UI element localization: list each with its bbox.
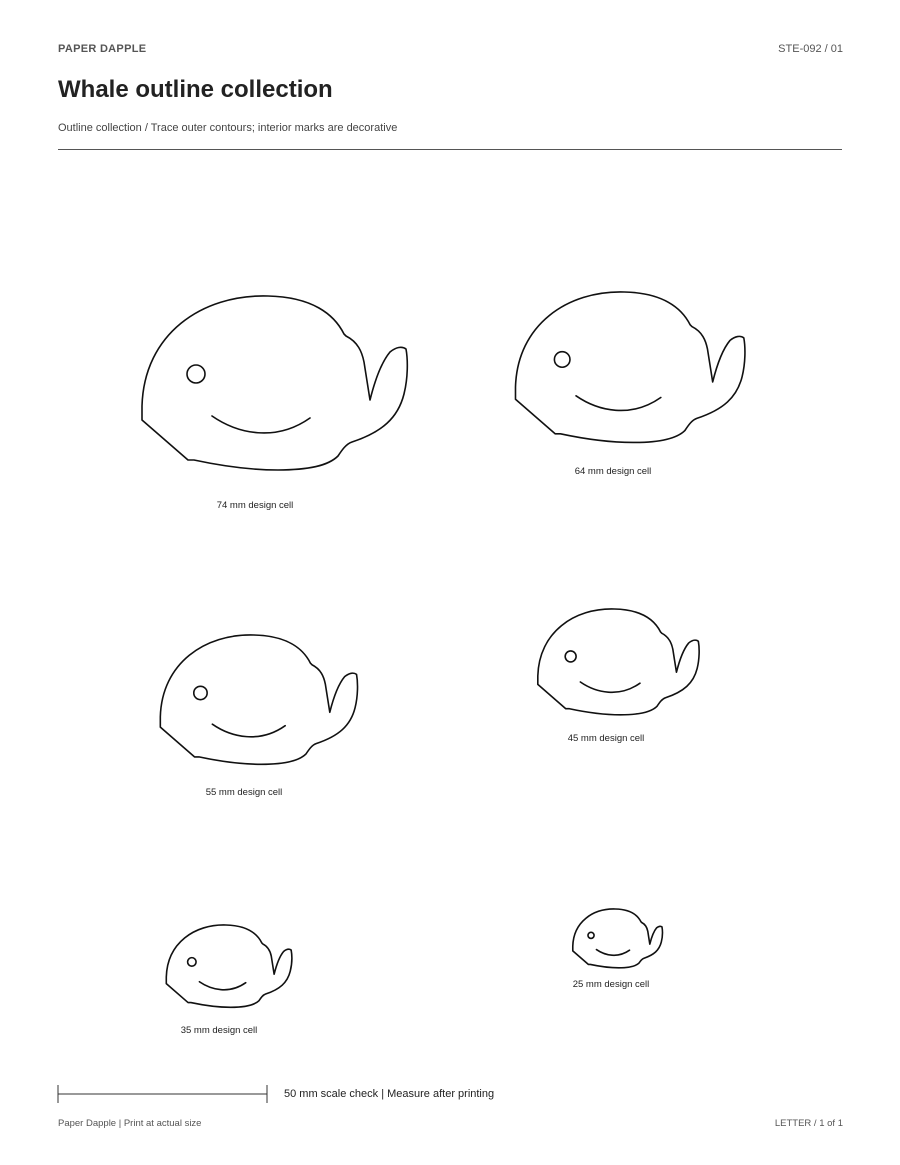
cell-label-25: 25 mm design cell [572, 979, 650, 990]
footer-left: Paper Dapple | Print at actual size [58, 1118, 202, 1129]
cell-label-55: 55 mm design cell [205, 787, 283, 798]
page-subtitle: Outline collection / Trace outer contours; interior marks are decorative [58, 122, 398, 134]
cell-label-64: 64 mm design cell [574, 466, 652, 477]
cell-label-45: 45 mm design cell [567, 733, 645, 744]
footer-right: LETTER / 1 of 1 [774, 1118, 843, 1129]
cell-label-74: 74 mm design cell [216, 500, 294, 511]
whale-outline-icon [142, 296, 407, 470]
whale-cells [142, 292, 745, 1007]
whale-outline-icon [166, 925, 291, 1007]
whale-outline-icon [160, 635, 357, 764]
whale-outline-icon [515, 292, 744, 443]
cell-label-35: 35 mm design cell [180, 1025, 258, 1036]
scale-bar [58, 1085, 267, 1103]
whale-outline-icon [538, 609, 699, 715]
whale-outline-icon [573, 909, 663, 968]
scale-check-label: 50 mm scale check | Measure after printing [284, 1088, 495, 1100]
brand-label: PAPER DAPPLE [58, 43, 147, 55]
sheet-code: STE-092 / 01 [778, 43, 843, 55]
page-title: Whale outline collection [58, 76, 333, 103]
